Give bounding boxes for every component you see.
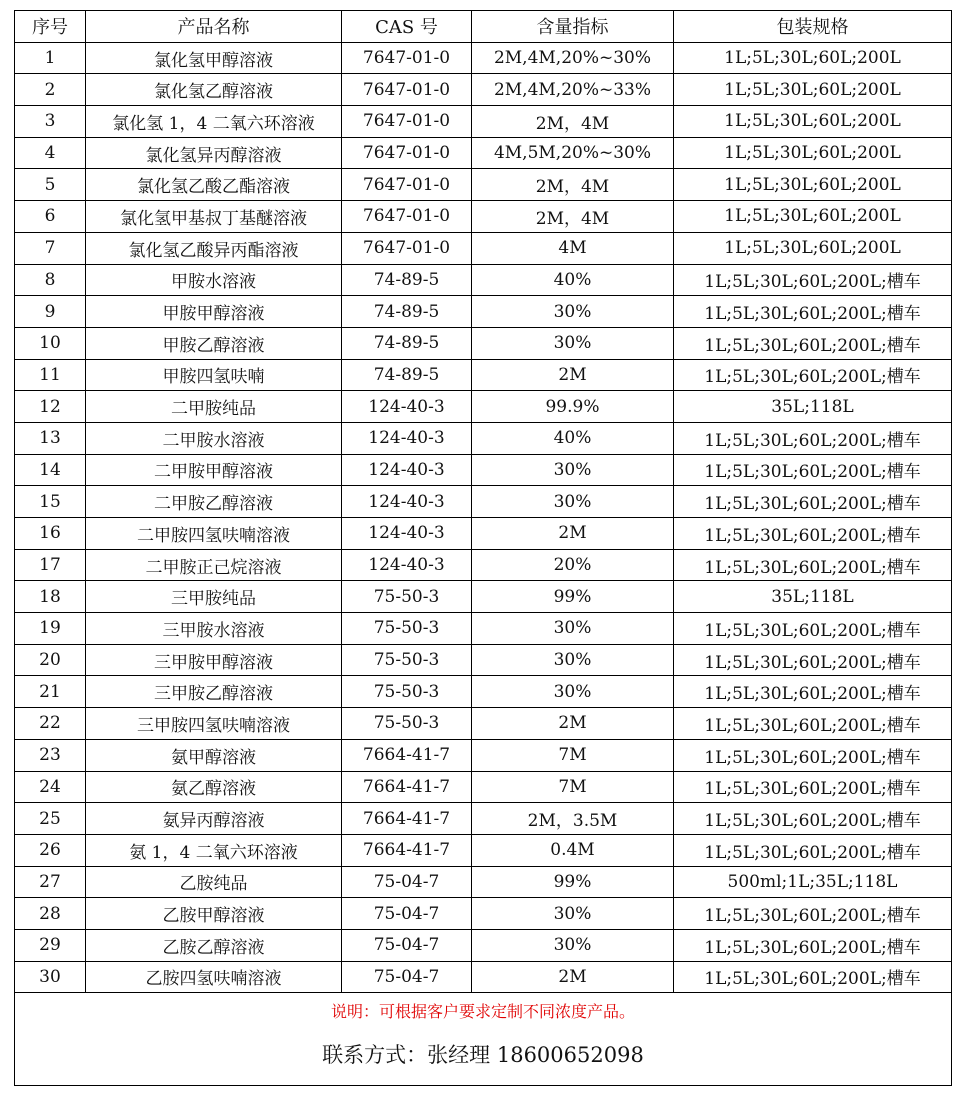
cell-cas: 7664-41-7 [342,834,472,866]
header-product-name: 产品名称 [86,11,342,43]
cell-index: 12 [15,391,86,423]
cell-content-spec: 30% [472,486,674,518]
cell-cas: 7647-01-0 [342,74,472,106]
cell-content-spec: 30% [472,644,674,676]
table-row [15,74,952,106]
table-row [15,359,952,391]
cell-cas: 124-40-3 [342,549,472,581]
cell-cas: 124-40-3 [342,422,472,454]
cell-cas: 7647-01-0 [342,42,472,74]
cell-packaging: 1L;5L;30L;60L;200L;槽车 [674,676,952,708]
footer-contact: 联系方式：张经理 18600652098 [322,1043,644,1068]
cell-index: 15 [15,486,86,518]
cell-cas: 7647-01-0 [342,232,472,264]
cell-product-name: 甲胺四氢呋喃 [86,359,342,391]
cell-packaging: 1L;5L;30L;60L;200L;槽车 [674,898,952,930]
cell-content-spec: 30% [472,296,674,328]
cell-product-name: 乙胺乙醇溶液 [86,929,342,961]
table-row [15,898,952,930]
cell-content-spec: 2M,4M,20%~30% [472,42,674,74]
table-row [15,232,952,264]
cell-packaging: 1L;5L;30L;60L;200L;槽车 [674,834,952,866]
cell-product-name: 氨甲醇溶液 [86,739,342,771]
cell-packaging: 1L;5L;30L;60L;200L;槽车 [674,803,952,835]
cell-index: 9 [15,296,86,328]
cell-index: 11 [15,359,86,391]
cell-cas: 7647-01-0 [342,169,472,201]
table-row [15,42,952,74]
cell-content-spec: 2M，3.5M [472,803,674,835]
cell-cas: 7647-01-0 [342,137,472,169]
table-row [15,264,952,296]
cell-packaging: 1L;5L;30L;60L;200L [674,201,952,233]
cell-cas: 75-04-7 [342,898,472,930]
cell-content-spec: 7M [472,771,674,803]
cell-index: 6 [15,201,86,233]
cell-cas: 7647-01-0 [342,106,472,138]
cell-product-name: 氨乙醇溶液 [86,771,342,803]
cell-index: 30 [15,961,86,993]
cell-content-spec: 30% [472,929,674,961]
cell-packaging: 1L;5L;30L;60L;200L;槽车 [674,327,952,359]
cell-cas: 74-89-5 [342,327,472,359]
cell-packaging: 1L;5L;30L;60L;200L;槽车 [674,771,952,803]
cell-packaging: 1L;5L;30L;60L;200L;槽车 [674,929,952,961]
cell-content-spec: 2M,4M,20%~33% [472,74,674,106]
table-row [15,169,952,201]
table-row [15,803,952,835]
cell-cas: 74-89-5 [342,296,472,328]
cell-index: 14 [15,454,86,486]
cell-cas: 124-40-3 [342,391,472,423]
cell-product-name: 氨异丙醇溶液 [86,803,342,835]
cell-cas: 75-04-7 [342,866,472,898]
cell-index: 27 [15,866,86,898]
header-cas: CAS 号 [342,11,472,43]
table-row [15,137,952,169]
cell-cas: 7647-01-0 [342,201,472,233]
table-row [15,422,952,454]
table-row [15,201,952,233]
cell-index: 19 [15,613,86,645]
cell-content-spec: 30% [472,327,674,359]
cell-content-spec: 4M [472,232,674,264]
cell-product-name: 甲胺水溶液 [86,264,342,296]
cell-cas: 7664-41-7 [342,739,472,771]
cell-index: 21 [15,676,86,708]
cell-product-name: 氯化氢异丙醇溶液 [86,137,342,169]
footer-row [15,993,952,1086]
cell-cas: 75-04-7 [342,929,472,961]
cell-index: 5 [15,169,86,201]
cell-index: 22 [15,708,86,740]
table-row [15,327,952,359]
cell-packaging: 1L;5L;30L;60L;200L [674,232,952,264]
cell-packaging: 1L;5L;30L;60L;200L;槽车 [674,549,952,581]
cell-content-spec: 2M，4M [472,169,674,201]
cell-product-name: 二甲胺甲醇溶液 [86,454,342,486]
table-row [15,454,952,486]
table-row [15,739,952,771]
cell-cas: 75-50-3 [342,581,472,613]
cell-product-name: 二甲胺水溶液 [86,422,342,454]
cell-cas: 75-50-3 [342,613,472,645]
header-packaging: 包装规格 [674,11,952,43]
cell-index: 10 [15,327,86,359]
cell-packaging: 1L;5L;30L;60L;200L;槽车 [674,708,952,740]
header-index: 序号 [15,11,86,43]
cell-index: 18 [15,581,86,613]
cell-index: 26 [15,834,86,866]
table-row [15,106,952,138]
cell-product-name: 三甲胺乙醇溶液 [86,676,342,708]
cell-content-spec: 30% [472,613,674,645]
table-row [15,391,952,423]
cell-cas: 74-89-5 [342,264,472,296]
table-row [15,549,952,581]
cell-index: 2 [15,74,86,106]
cell-cas: 7664-41-7 [342,803,472,835]
table-row [15,518,952,550]
cell-product-name: 氯化氢甲醇溶液 [86,42,342,74]
cell-cas: 75-50-3 [342,676,472,708]
cell-index: 17 [15,549,86,581]
header-content-spec: 含量指标 [472,11,674,43]
cell-content-spec: 30% [472,898,674,930]
cell-index: 16 [15,518,86,550]
cell-index: 4 [15,137,86,169]
cell-content-spec: 0.4M [472,834,674,866]
cell-content-spec: 99% [472,866,674,898]
table-row [15,708,952,740]
cell-content-spec: 7M [472,739,674,771]
cell-packaging: 1L;5L;30L;60L;200L;槽车 [674,613,952,645]
cell-packaging: 35L;118L [674,581,952,613]
table-row [15,834,952,866]
cell-content-spec: 99.9% [472,391,674,423]
cell-content-spec: 40% [472,264,674,296]
cell-content-spec: 30% [472,454,674,486]
cell-product-name: 乙胺四氢呋喃溶液 [86,961,342,993]
cell-product-name: 氯化氢 1，4 二氧六环溶液 [86,106,342,138]
cell-index: 24 [15,771,86,803]
cell-packaging: 1L;5L;30L;60L;200L [674,106,952,138]
cell-packaging: 1L;5L;30L;60L;200L [674,169,952,201]
cell-cas: 7664-41-7 [342,771,472,803]
cell-cas: 75-50-3 [342,644,472,676]
cell-content-spec: 2M [472,708,674,740]
cell-cas: 75-04-7 [342,961,472,993]
cell-cas: 124-40-3 [342,486,472,518]
cell-packaging: 1L;5L;30L;60L;200L;槽车 [674,422,952,454]
cell-index: 28 [15,898,86,930]
cell-cas: 124-40-3 [342,518,472,550]
cell-packaging: 1L;5L;30L;60L;200L;槽车 [674,264,952,296]
cell-content-spec: 99% [472,581,674,613]
cell-product-name: 三甲胺甲醇溶液 [86,644,342,676]
table-row [15,771,952,803]
cell-packaging: 1L;5L;30L;60L;200L;槽车 [674,644,952,676]
cell-content-spec: 20% [472,549,674,581]
cell-content-spec: 2M，4M [472,201,674,233]
cell-cas: 75-50-3 [342,708,472,740]
cell-product-name: 三甲胺纯品 [86,581,342,613]
cell-packaging: 1L;5L;30L;60L;200L;槽车 [674,739,952,771]
cell-product-name: 氯化氢乙酸异丙酯溶液 [86,232,342,264]
table-row [15,866,952,898]
cell-product-name: 氯化氢乙醇溶液 [86,74,342,106]
table-row [15,296,952,328]
table-row [15,676,952,708]
cell-packaging: 35L;118L [674,391,952,423]
product-table [14,10,952,1086]
cell-content-spec: 2M [472,518,674,550]
cell-cas: 74-89-5 [342,359,472,391]
table-body [15,42,952,993]
cell-index: 3 [15,106,86,138]
cell-packaging: 1L;5L;30L;60L;200L;槽车 [674,454,952,486]
footer-cell [15,993,952,1086]
table-row [15,961,952,993]
cell-content-spec: 4M,5M,20%~30% [472,137,674,169]
table-row [15,644,952,676]
cell-index: 20 [15,644,86,676]
cell-index: 23 [15,739,86,771]
cell-index: 8 [15,264,86,296]
cell-packaging: 500ml;1L;35L;118L [674,866,952,898]
cell-product-name: 甲胺甲醇溶液 [86,296,342,328]
cell-packaging: 1L;5L;30L;60L;200L;槽车 [674,296,952,328]
cell-packaging: 1L;5L;30L;60L;200L;槽车 [674,359,952,391]
cell-packaging: 1L;5L;30L;60L;200L;槽车 [674,486,952,518]
cell-product-name: 二甲胺四氢呋喃溶液 [86,518,342,550]
cell-product-name: 乙胺甲醇溶液 [86,898,342,930]
footer-note: 说明：可根据客户要求定制不同浓度产品。 [330,1002,635,1022]
cell-index: 29 [15,929,86,961]
cell-product-name: 氯化氢甲基叔丁基醚溶液 [86,201,342,233]
cell-product-name: 乙胺纯品 [86,866,342,898]
cell-packaging: 1L;5L;30L;60L;200L [674,137,952,169]
cell-index: 13 [15,422,86,454]
cell-content-spec: 30% [472,676,674,708]
table-row [15,581,952,613]
cell-product-name: 三甲胺水溶液 [86,613,342,645]
cell-index: 25 [15,803,86,835]
cell-content-spec: 2M [472,359,674,391]
cell-content-spec: 2M，4M [472,106,674,138]
table-header-row [15,11,952,43]
table-row [15,486,952,518]
cell-product-name: 甲胺乙醇溶液 [86,327,342,359]
cell-content-spec: 40% [472,422,674,454]
cell-product-name: 二甲胺乙醇溶液 [86,486,342,518]
cell-packaging: 1L;5L;30L;60L;200L [674,42,952,74]
cell-packaging: 1L;5L;30L;60L;200L;槽车 [674,518,952,550]
cell-index: 7 [15,232,86,264]
cell-product-name: 氨 1，4 二氧六环溶液 [86,834,342,866]
cell-product-name: 三甲胺四氢呋喃溶液 [86,708,342,740]
table-row [15,929,952,961]
cell-packaging: 1L;5L;30L;60L;200L;槽车 [674,961,952,993]
cell-cas: 124-40-3 [342,454,472,486]
cell-product-name: 氯化氢乙酸乙酯溶液 [86,169,342,201]
cell-product-name: 二甲胺纯品 [86,391,342,423]
cell-index: 1 [15,42,86,74]
cell-packaging: 1L;5L;30L;60L;200L [674,74,952,106]
cell-product-name: 二甲胺正己烷溶液 [86,549,342,581]
cell-content-spec: 2M [472,961,674,993]
table-row [15,613,952,645]
